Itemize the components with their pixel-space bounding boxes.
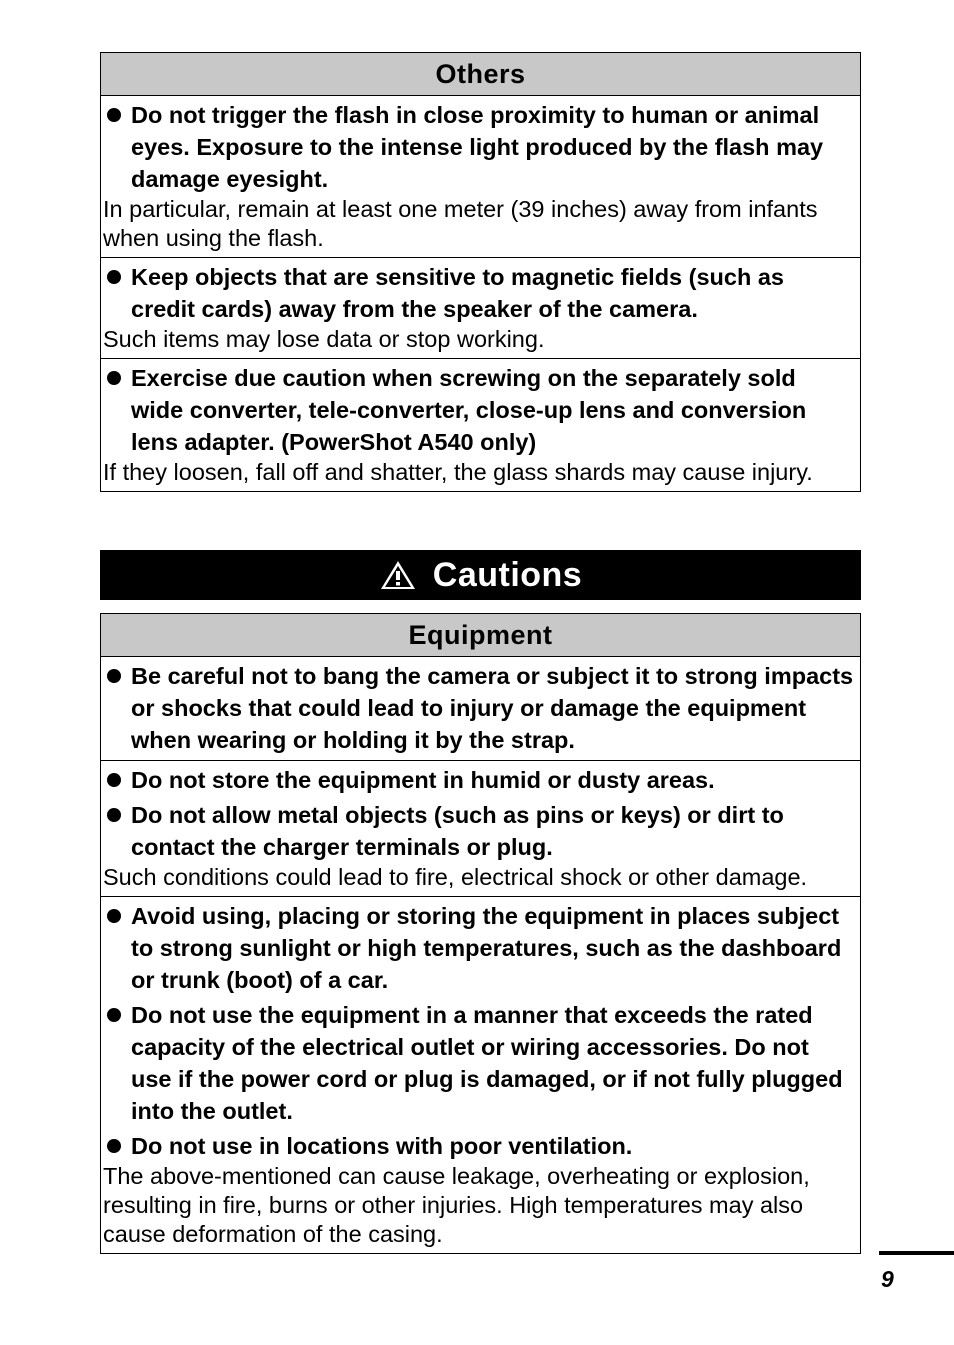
bullet-item: Do not use in locations with poor ventilation. xyxy=(103,1130,854,1162)
warning-triangle-icon xyxy=(379,559,417,591)
others-section-flash xyxy=(101,96,860,258)
section-note: Such items may lose data or stop working. xyxy=(103,326,545,352)
bullet-item: Avoid using, placing or storing the equipment in places subject to strong sunlight or high temperatures, such as the dashboard or trunk (boot) of a car. xyxy=(103,900,854,996)
equipment-section-heat xyxy=(101,897,860,1253)
section-note: Such conditions could lead to fire, electrical shock or other damage. xyxy=(103,864,808,890)
bullet-item: Be careful not to bang the camera or subject it to strong impacts or shocks that could lead to injury or damage the equipment when wearing or holding it by the strap. xyxy=(103,660,854,756)
bullet-item: Do not store the equipment in humid or dusty areas. xyxy=(103,764,854,796)
cautions-title: Cautions xyxy=(432,555,583,594)
others-box xyxy=(100,52,861,492)
bullet-icon xyxy=(107,108,121,122)
bullet-item: Do not allow metal objects (such as pins or keys) or dirt to contact the charger terminals or plug. xyxy=(103,799,854,863)
equipment-box xyxy=(100,613,861,1254)
others-section-converter xyxy=(101,359,860,491)
bullet-item: Do not use the equipment in a manner that exceeds the rated capacity of the electrical outlet or wiring accessories. Do not use if the power cord or plug is damaged, or if not fully plugged into the outlet. xyxy=(103,999,854,1127)
bullet-icon xyxy=(107,270,121,284)
bullet-item: Keep objects that are sensitive to magnetic fields (such as credit cards) away from the speaker of the camera. xyxy=(103,261,854,325)
section-note: In particular, remain at least one meter (39 inches) away from infants when using the flash. xyxy=(103,196,818,251)
others-title: Others xyxy=(101,53,860,96)
bullet-icon xyxy=(107,371,121,385)
bullet-item: Exercise due caution when screwing on the separately sold wide converter, tele-converter, close-up lens and conversion lens adapter. (PowerShot A540 only) xyxy=(103,362,854,458)
section-note: The above-mentioned can cause leakage, overheating or explosion, resulting in fire, burns or other injuries. High temperatures may also cause deformation of the casing. xyxy=(103,1163,810,1247)
bullet-icon xyxy=(107,669,121,683)
bullet-icon xyxy=(107,808,121,822)
equipment-section-humid xyxy=(101,761,860,897)
cautions-heading xyxy=(100,550,861,600)
bullet-icon xyxy=(107,1008,121,1022)
page-number-rule xyxy=(879,1251,954,1255)
page-number: 9 xyxy=(881,1266,894,1292)
bullet-icon xyxy=(107,909,121,923)
others-section-magnetic xyxy=(101,258,860,359)
equipment-title: Equipment xyxy=(101,614,860,657)
bullet-item: Do not trigger the flash in close proximity to human or animal eyes. Exposure to the intense light produced by the flash may damage eyesight. xyxy=(103,99,854,195)
equipment-section-impact xyxy=(101,657,860,761)
section-note: If they loosen, fall off and shatter, the glass shards may cause injury. xyxy=(103,459,813,485)
bullet-icon xyxy=(107,1139,121,1153)
bullet-icon xyxy=(107,773,121,787)
